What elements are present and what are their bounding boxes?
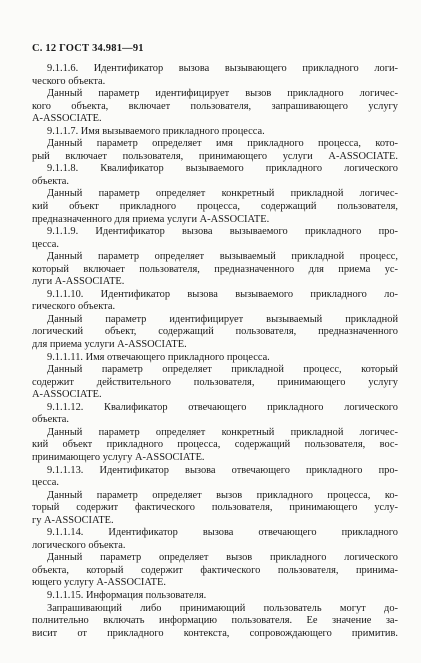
- text-line: кий объект прикладного процесса, содержащий пользователя,: [32, 201, 398, 213]
- text-line: 9.1.1.12. Квалификатор отвечающего прикладного логического: [47, 401, 398, 413]
- text-line: объекта.: [32, 414, 69, 426]
- text-line: Данный параметр определяет конкретный прикладной логичес-: [47, 188, 398, 200]
- text-line: 9.1.1.10. Идентификатор вызова вызываемого прикладного ло-: [47, 288, 398, 300]
- text-line: для приема услуги A-ASSOCIATE.: [32, 339, 187, 351]
- text-line: принимающего услугу A-ASSOCIATE.: [32, 451, 205, 463]
- text-line: который включает пользователя, предназначенного для приема ус-: [32, 263, 398, 275]
- text-line: Данный параметр определяет конкретный прикладной логичес-: [47, 426, 398, 438]
- text-line: ческого объекта.: [32, 75, 106, 87]
- text-line: предназначенного для приема услуги A-ASSOCIATE.: [32, 213, 270, 225]
- text-line: 9.1.1.8. Квалификатор вызываемого прикладного логического: [47, 163, 398, 175]
- text-line: 9.1.1.14. Идентификатор вызова отвечающего прикладного: [47, 527, 398, 539]
- document-body: [32, 63, 398, 640]
- text-line: A-ASSOCIATE.: [32, 389, 102, 401]
- text-line: Данный параметр идентифицирует вызов прикладного логичес-: [47, 88, 398, 100]
- text-line: логический объект, содержащий пользователя, предназначенного: [32, 326, 398, 338]
- text-line: гу A-ASSOCIATE.: [32, 514, 114, 526]
- text-line: гического объекта.: [32, 301, 116, 313]
- text-line: Запрашивающий либо принимающий пользователь могут до-: [47, 602, 398, 614]
- text-line: кий объект прикладного процесса, содержащий пользователя, вос-: [32, 439, 398, 451]
- text-line: Данный параметр определяет имя прикладного процесса, кото-: [47, 138, 398, 150]
- text-line: торый содержит фактического пользователя, принимающего услу-: [32, 502, 398, 514]
- text-line: Данный параметр определяет вызываемый прикладной процесс,: [47, 251, 398, 263]
- text-line: 9.1.1.13. Идентификатор вызова отвечающего прикладного про-: [47, 464, 398, 476]
- text-line: ющего услугу A-ASSOCIATE.: [32, 577, 166, 589]
- text-line: содержит действительного пользователя, принимающего услугу: [32, 376, 398, 388]
- text-line: Данный параметр определяет вызов прикладного логического: [47, 552, 398, 564]
- text-line: 9.1.1.11. Имя отвечающего прикладного процесса.: [47, 351, 270, 363]
- text-line: луги A-ASSOCIATE.: [32, 276, 125, 288]
- text-line: Данный параметр определяет вызов прикладного процесса, ко-: [47, 489, 398, 501]
- text-line: A-ASSOCIATE.: [32, 113, 102, 125]
- text-line: цесса.: [32, 238, 59, 250]
- text-line: кого объекта, включает пользователя, запрашивающего услугу: [32, 100, 398, 112]
- text-line: Данный параметр определяет прикладной процесс, который: [47, 364, 398, 376]
- text-line: висит от прикладного контекста, сопровождающего примитив.: [32, 627, 398, 639]
- text-line: 9.1.1.7. Имя вызываемого прикладного процесса.: [47, 125, 265, 137]
- text-line: рый включает пользователя, принимающего услуги A-ASSOCIATE.: [32, 150, 398, 162]
- text-line: полнительно включать информацию пользователя. Ее значение за-: [32, 615, 398, 627]
- text-line: объекта, который содержит фактического пользователя, принима-: [32, 564, 398, 576]
- text-line: логического объекта.: [32, 539, 126, 551]
- text-line: объекта.: [32, 175, 69, 187]
- page-header: С. 12 ГОСТ 34.981—91: [32, 43, 144, 54]
- text-line: 9.1.1.15. Информация пользователя.: [47, 589, 207, 601]
- text-line: 9.1.1.9. Идентификатор вызова вызываемого прикладного про-: [47, 226, 398, 238]
- text-line: цесса.: [32, 477, 59, 489]
- text-line: 9.1.1.6. Идентификатор вызова вызывающего прикладного логи-: [47, 63, 398, 74]
- text-line: Данный параметр идентифицирует вызываемый прикладной: [47, 313, 398, 325]
